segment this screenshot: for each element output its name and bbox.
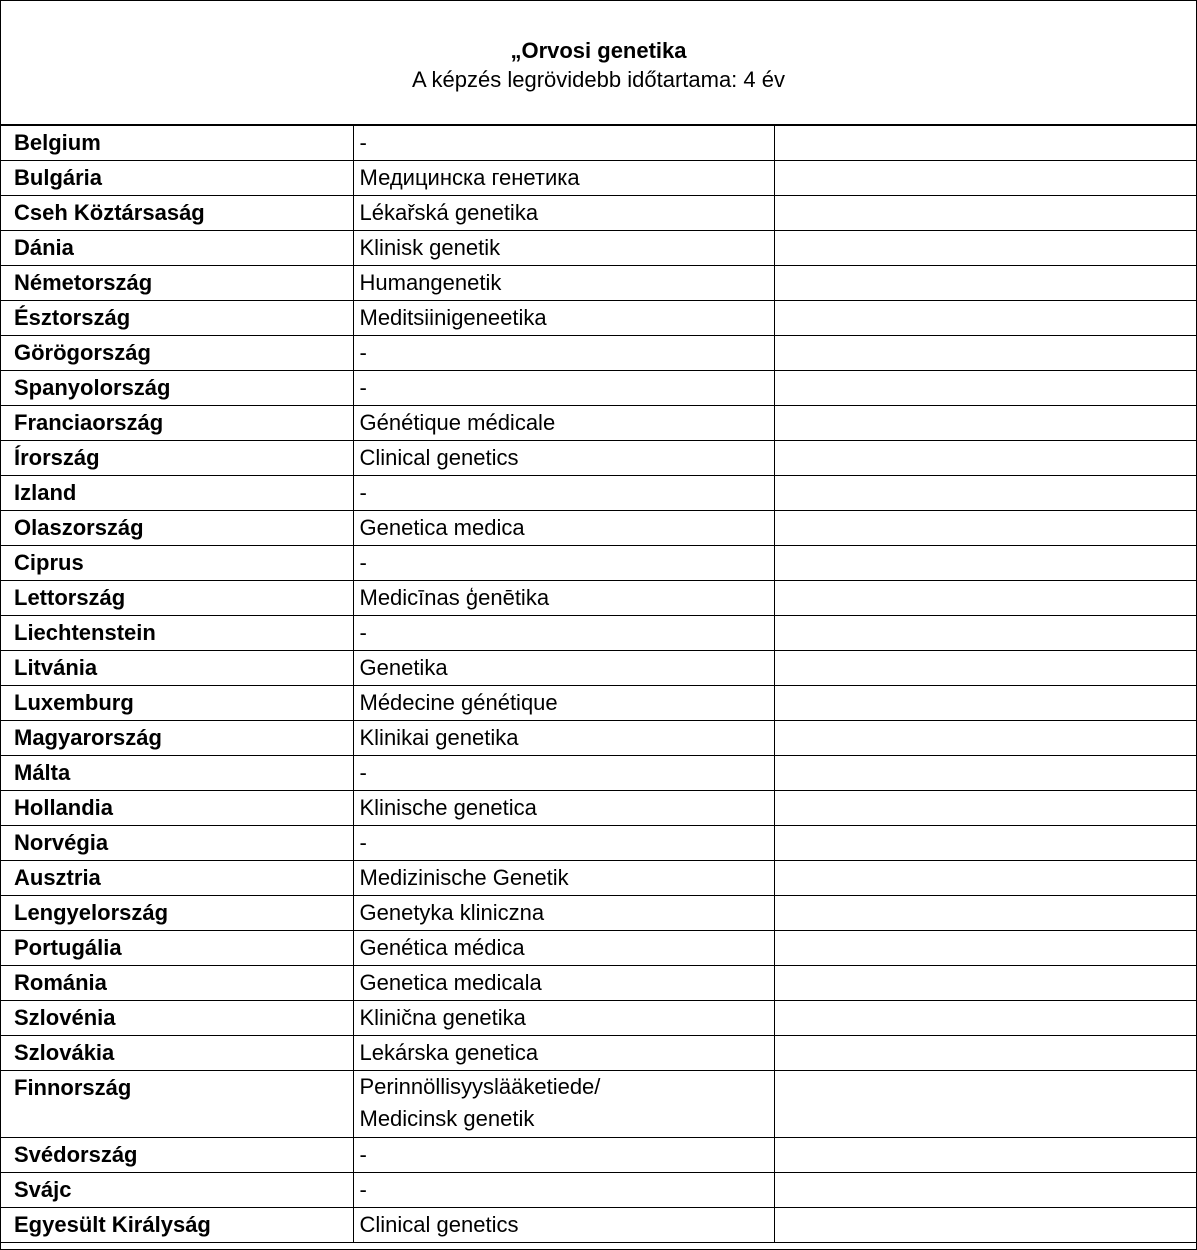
country-cell: Magyarország [1,721,353,756]
empty-cell [774,791,1196,826]
table-row [1,1071,1196,1138]
empty-cell [774,1173,1196,1208]
empty-cell [774,1071,1196,1138]
specialty-name-cell: - [353,756,774,791]
country-cell: Lettország [1,581,353,616]
country-cell: Bulgária [1,161,353,196]
country-cell: Görögország [1,336,353,371]
empty-cell [774,1138,1196,1173]
country-cell: Hollandia [1,791,353,826]
specialty-title: „Orvosi genetika [510,38,687,63]
empty-cell [774,511,1196,546]
table-row [1,441,1196,476]
country-cell: Németország [1,266,353,301]
empty-cell [774,826,1196,861]
table-row [1,651,1196,686]
table-row [1,301,1196,336]
table-row [1,616,1196,651]
specialty-name-cell: - [353,1138,774,1173]
table-row [1,161,1196,196]
country-cell: Norvégia [1,826,353,861]
empty-cell [774,931,1196,966]
table-row [1,791,1196,826]
specialty-name-cell: Clinical genetics [353,1208,774,1243]
country-cell: Franciaország [1,406,353,441]
empty-cell [774,896,1196,931]
specialty-name-cell: Медицинска генетика [353,161,774,196]
country-specialty-table [1,126,1196,1243]
specialty-name-cell: - [353,126,774,161]
table-row [1,196,1196,231]
country-cell: Luxemburg [1,686,353,721]
table-row [1,1173,1196,1208]
empty-cell [774,266,1196,301]
training-duration: A képzés legrövidebb időtartama: 4 év [411,67,785,92]
table-row [1,1036,1196,1071]
country-cell: Észtország [1,301,353,336]
empty-cell [774,966,1196,1001]
specialty-name-cell: - [353,546,774,581]
specialty-name-cell: Medizinische Genetik [353,861,774,896]
empty-cell [774,616,1196,651]
specialty-name-cell: Génétique médicale [353,406,774,441]
country-cell: Svájc [1,1173,353,1208]
empty-cell [774,721,1196,756]
specialty-name-cell: Medicīnas ģenētika [353,581,774,616]
table-body [1,126,1196,1243]
table-row [1,1001,1196,1036]
table-row [1,966,1196,1001]
table-row [1,686,1196,721]
specialty-name-cell: Lékařská genetika [353,196,774,231]
empty-cell [774,371,1196,406]
country-cell: Málta [1,756,353,791]
country-cell: Cseh Köztársaság [1,196,353,231]
table-row [1,896,1196,931]
country-cell: Finnország [1,1071,353,1138]
table-row [1,371,1196,406]
country-cell: Litvánia [1,651,353,686]
specialty-name-cell: - [353,826,774,861]
table-row [1,511,1196,546]
empty-cell [774,581,1196,616]
specialty-name-cell: Genetyka kliniczna [353,896,774,931]
country-cell: Szlovákia [1,1036,353,1071]
empty-cell [774,1208,1196,1243]
specialty-name-cell: - [353,336,774,371]
specialty-name-cell: Clinical genetics [353,441,774,476]
empty-cell [774,686,1196,721]
table-row [1,826,1196,861]
country-cell: Ausztria [1,861,353,896]
empty-cell [774,1001,1196,1036]
specialty-name-cell: Genetica medica [353,511,774,546]
empty-cell [774,126,1196,161]
table-row [1,406,1196,441]
empty-cell [774,301,1196,336]
specialty-name-cell: Médecine génétique [353,686,774,721]
country-cell: Ciprus [1,546,353,581]
specialty-name-line: Medicinsk genetik [359,1106,535,1131]
empty-cell [774,441,1196,476]
country-cell: Izland [1,476,353,511]
empty-cell [774,546,1196,581]
table-row [1,476,1196,511]
table-row [1,1138,1196,1173]
specialty-name-cell: Meditsiinigeneetika [353,301,774,336]
table-row [1,266,1196,301]
empty-cell [774,476,1196,511]
specialty-name-cell: - [353,476,774,511]
specialty-name-cell: - [353,371,774,406]
table-row [1,756,1196,791]
empty-cell [774,231,1196,266]
empty-cell [774,651,1196,686]
country-cell: Írország [1,441,353,476]
empty-cell [774,336,1196,371]
empty-cell [774,196,1196,231]
table-row [1,546,1196,581]
table-header [1,1,1196,126]
specialty-name-cell: Klinikai genetika [353,721,774,756]
specialty-name-cell: Klinična genetika [353,1001,774,1036]
table-row [1,581,1196,616]
table-row [1,126,1196,161]
specialty-name-cell [353,1071,774,1138]
specialty-name-cell: Klinisk genetik [353,231,774,266]
specialty-name-cell: Klinische genetica [353,791,774,826]
specialty-name-cell: Genética médica [353,931,774,966]
country-cell: Olaszország [1,511,353,546]
table-row [1,336,1196,371]
country-cell: Belgium [1,126,353,161]
country-cell: Románia [1,966,353,1001]
table-row [1,861,1196,896]
table-row [1,1208,1196,1243]
specialty-name-line: Perinnöllisyyslääketiede/ [359,1074,601,1099]
country-cell: Egyesült Királyság [1,1208,353,1243]
empty-cell [774,1036,1196,1071]
empty-cell [774,861,1196,896]
country-cell: Spanyolország [1,371,353,406]
specialty-name-cell: Humangenetik [353,266,774,301]
country-cell: Lengyelország [1,896,353,931]
empty-cell [774,756,1196,791]
table-row [1,931,1196,966]
specialty-name-cell: Lekárska genetica [353,1036,774,1071]
country-cell: Szlovénia [1,1001,353,1036]
specialty-name-cell: - [353,1173,774,1208]
country-cell: Liechtenstein [1,616,353,651]
country-cell: Portugália [1,931,353,966]
specialty-name-cell: Genetica medicala [353,966,774,1001]
table-row [1,231,1196,266]
specialty-name-cell: - [353,616,774,651]
empty-cell [774,406,1196,441]
country-cell: Dánia [1,231,353,266]
specialty-name-cell: Genetika [353,651,774,686]
country-cell: Svédország [1,1138,353,1173]
table-row [1,721,1196,756]
empty-cell [774,161,1196,196]
